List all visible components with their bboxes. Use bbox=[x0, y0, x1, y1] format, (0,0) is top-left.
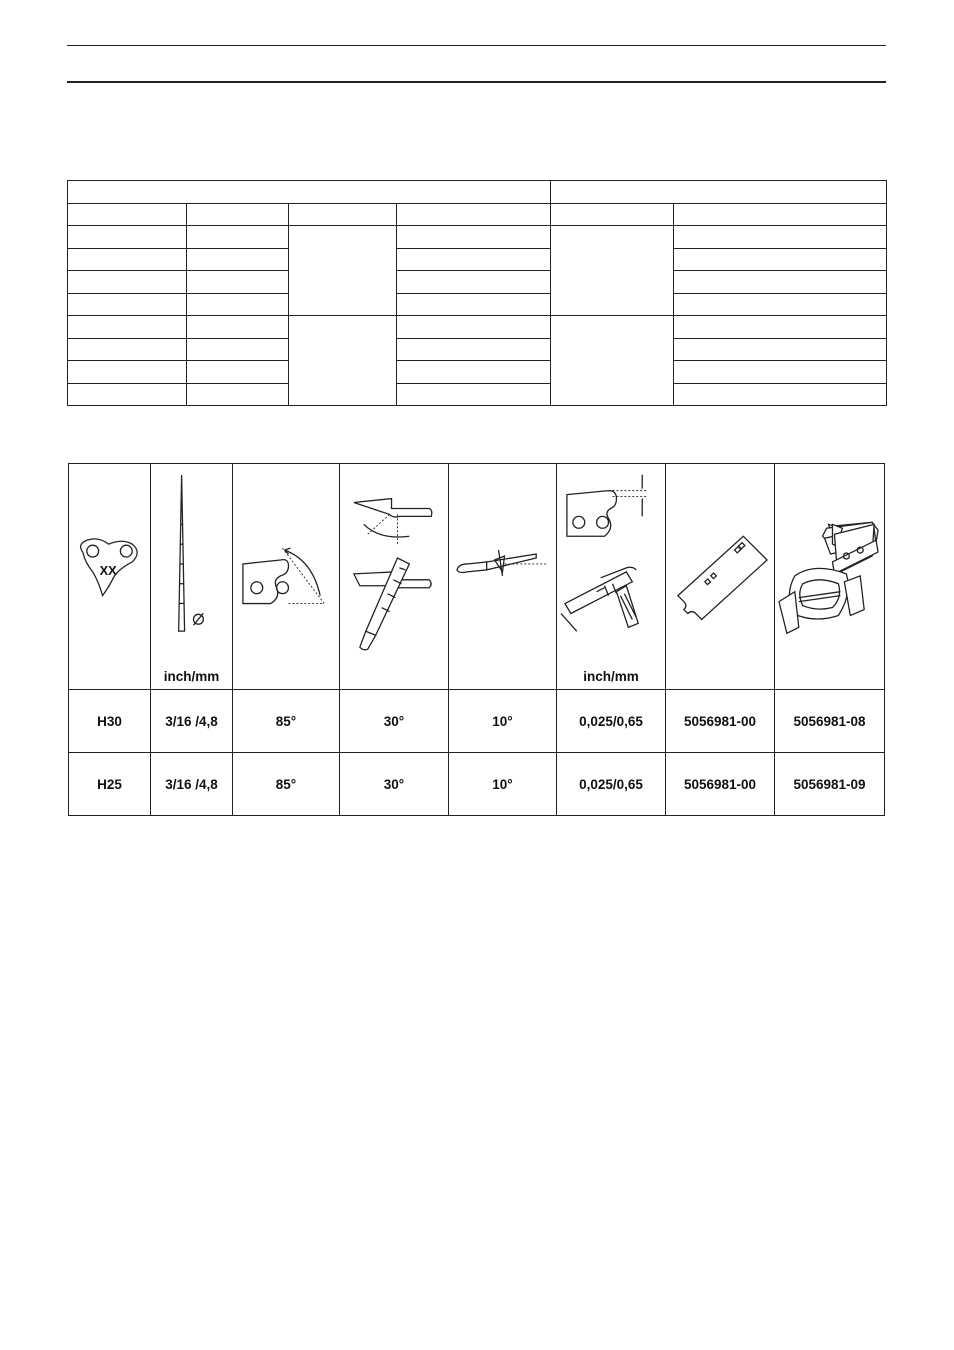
table-row bbox=[68, 181, 887, 204]
top-plate-angle-cell bbox=[233, 464, 340, 690]
svg-text:XX: XX bbox=[99, 562, 117, 578]
table-row bbox=[68, 226, 887, 249]
table-row bbox=[69, 464, 885, 690]
depth-gauge-setting: 0,025/0,65 bbox=[557, 690, 666, 753]
depth-gauge-cell bbox=[557, 464, 666, 690]
table-row bbox=[68, 383, 887, 406]
filing-angle-cell bbox=[340, 464, 449, 690]
top-plate-angle-icon bbox=[233, 464, 339, 654]
file-diameter-cell bbox=[151, 464, 233, 690]
top-plate-angle: 85° bbox=[233, 753, 340, 816]
round-file-icon bbox=[151, 464, 232, 654]
table-row bbox=[68, 338, 887, 361]
table-row bbox=[68, 293, 887, 316]
file-holder-cell bbox=[775, 464, 885, 690]
cutter-marking-icon bbox=[69, 464, 150, 654]
header-rule-thin bbox=[67, 45, 886, 46]
gauge-tool-cell bbox=[666, 464, 775, 690]
depth-gauge-setting: 0,025/0,65 bbox=[557, 753, 666, 816]
cutting-angle-icon bbox=[449, 464, 556, 654]
gauge-part-number: 5056981-00 bbox=[666, 753, 775, 816]
cutting-angle: 10° bbox=[449, 753, 557, 816]
top-plate-angle: 85° bbox=[233, 690, 340, 753]
cutting-angle: 10° bbox=[449, 690, 557, 753]
depth-gauge-icon bbox=[557, 464, 665, 654]
filing-angle-icon bbox=[340, 464, 448, 654]
filing-angle: 30° bbox=[340, 690, 449, 753]
gauge-part-number: 5056981-00 bbox=[666, 690, 775, 753]
file-holder-part-number: 5056981-08 bbox=[775, 690, 885, 753]
table-row bbox=[69, 753, 885, 816]
table-row bbox=[68, 248, 887, 271]
table-row bbox=[68, 316, 887, 339]
file-diameter-unit: inch/mm bbox=[163, 669, 220, 684]
depth-gauge-unit: inch/mm bbox=[583, 669, 639, 684]
table-row bbox=[68, 361, 887, 384]
chain-type: H25 bbox=[69, 753, 151, 816]
header-rule-thick bbox=[67, 81, 886, 83]
file-diameter: 3/16 /4,8 bbox=[151, 690, 233, 753]
table-row bbox=[69, 690, 885, 753]
file-diameter: 3/16 /4,8 bbox=[151, 753, 233, 816]
chain-marking-cell bbox=[69, 464, 151, 690]
sharpening-data-table bbox=[68, 463, 885, 816]
table-row bbox=[68, 271, 887, 294]
table-row bbox=[68, 203, 887, 226]
bar-chain-combination-table bbox=[67, 180, 887, 406]
cutting-angle-cell bbox=[449, 464, 557, 690]
filing-angle: 30° bbox=[340, 753, 449, 816]
file-holder-icon bbox=[775, 464, 884, 654]
depth-gauge-tool-icon bbox=[666, 464, 774, 654]
file-holder-part-number: 5056981-09 bbox=[775, 753, 885, 816]
chain-type: H30 bbox=[69, 690, 151, 753]
